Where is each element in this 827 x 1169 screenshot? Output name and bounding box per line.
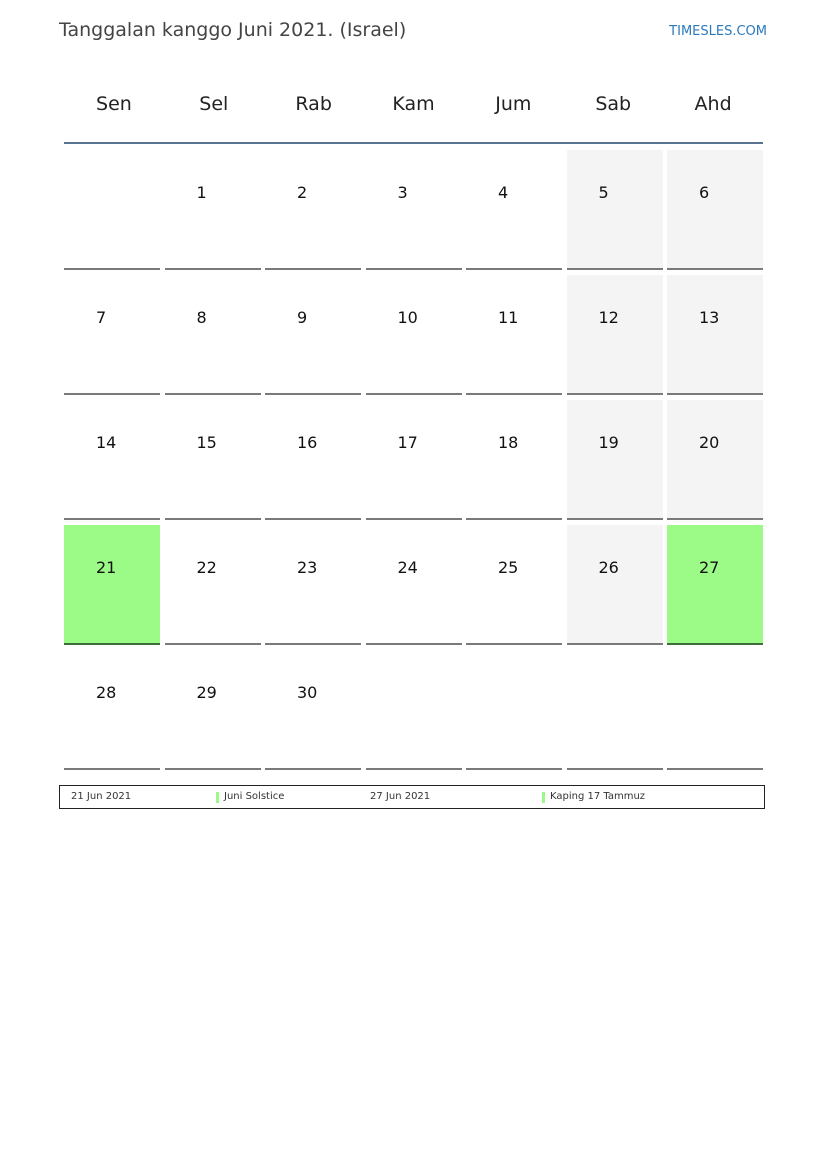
day-number: 19 <box>598 433 619 452</box>
day-number: 23 <box>297 558 318 577</box>
day-cell <box>265 400 361 520</box>
day-cell <box>567 525 663 645</box>
day-number: 29 <box>196 683 217 702</box>
day-number: 13 <box>699 308 720 327</box>
day-number: 24 <box>397 558 418 577</box>
weekday-label-tue: Sel <box>199 93 229 115</box>
day-number: 4 <box>498 183 509 202</box>
day-cell <box>165 275 261 395</box>
weekday-label-thu: Kam <box>392 93 435 115</box>
day-cell <box>567 150 663 270</box>
calendar-grid <box>64 150 763 770</box>
day-number: 10 <box>397 308 418 327</box>
weekday-label-sat: Sab <box>595 93 632 115</box>
day-cell <box>265 650 361 770</box>
day-cell <box>466 150 562 270</box>
day-number: 16 <box>297 433 318 452</box>
day-number: 12 <box>598 308 619 327</box>
day-number: 3 <box>397 183 408 202</box>
day-number: 18 <box>498 433 519 452</box>
day-number: 14 <box>96 433 117 452</box>
day-cell <box>366 150 462 270</box>
day-cell <box>265 275 361 395</box>
day-number: 7 <box>96 308 107 327</box>
weekday-header <box>64 88 763 120</box>
weekday-label-wed: Rab <box>295 93 332 115</box>
day-cell <box>667 150 763 270</box>
holiday-swatch <box>216 792 219 803</box>
day-cell <box>265 525 361 645</box>
day-cell <box>64 275 160 395</box>
empty-day-cell <box>466 650 562 770</box>
empty-day-cell <box>667 650 763 770</box>
day-cell <box>165 650 261 770</box>
day-cell <box>466 275 562 395</box>
day-number: 20 <box>699 433 720 452</box>
empty-day-cell <box>64 150 160 270</box>
day-number: 30 <box>297 683 318 702</box>
holiday-swatch <box>542 792 545 803</box>
day-number: 15 <box>196 433 217 452</box>
empty-day-cell <box>366 650 462 770</box>
day-cell <box>64 650 160 770</box>
day-number: 1 <box>196 183 207 202</box>
day-number: 8 <box>196 308 207 327</box>
day-cell <box>667 400 763 520</box>
day-number: 27 <box>699 558 720 577</box>
day-cell <box>567 275 663 395</box>
day-cell <box>366 400 462 520</box>
header-divider <box>64 142 763 144</box>
day-cell <box>64 400 160 520</box>
day-number: 5 <box>598 183 609 202</box>
legend-holiday-name: Juni Solstice <box>224 791 285 802</box>
day-cell <box>64 525 160 645</box>
day-number: 17 <box>397 433 418 452</box>
empty-day-cell <box>567 650 663 770</box>
day-number: 25 <box>498 558 519 577</box>
day-number: 11 <box>498 308 519 327</box>
holiday-legend <box>59 785 765 809</box>
day-cell <box>366 275 462 395</box>
day-cell <box>466 525 562 645</box>
day-cell <box>366 525 462 645</box>
legend-date: 27 Jun 2021 <box>370 791 431 802</box>
day-cell <box>165 400 261 520</box>
weekday-label-fri: Jum <box>495 93 532 115</box>
weekday-label-mon: Sen <box>96 93 132 115</box>
day-number: 22 <box>196 558 217 577</box>
day-number: 6 <box>699 183 710 202</box>
page-title: Tanggalan kanggo Juni 2021. (Israel) <box>59 19 407 41</box>
day-number: 2 <box>297 183 308 202</box>
brand-link[interactable]: TIMESLES.COM <box>669 24 767 39</box>
day-cell <box>667 275 763 395</box>
legend-date: 21 Jun 2021 <box>71 791 132 802</box>
day-cell <box>466 400 562 520</box>
day-number: 21 <box>96 558 117 577</box>
legend-holiday-name: Kaping 17 Tammuz <box>550 791 646 802</box>
day-cell <box>165 525 261 645</box>
day-cell <box>165 150 261 270</box>
weekday-label-sun: Ahd <box>694 93 732 115</box>
day-cell <box>567 400 663 520</box>
day-number: 28 <box>96 683 117 702</box>
day-number: 26 <box>598 558 619 577</box>
day-cell <box>667 525 763 645</box>
day-cell <box>265 150 361 270</box>
day-number: 9 <box>297 308 308 327</box>
